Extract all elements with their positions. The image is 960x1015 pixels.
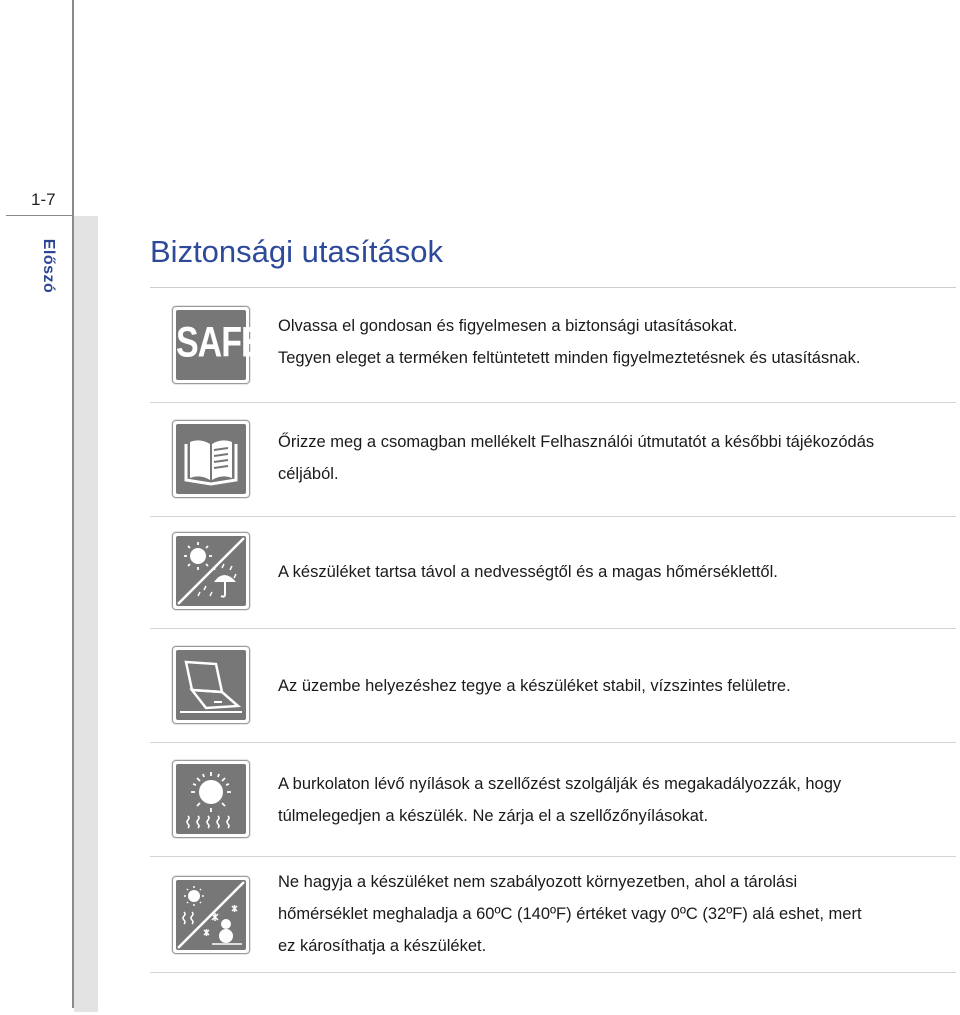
safe-icon: [172, 306, 263, 384]
safety-item-stable-surface: [150, 628, 956, 742]
page-number-rule: [6, 215, 74, 216]
section-tab-label: Előszó: [40, 238, 57, 294]
section-tab: [28, 226, 68, 306]
item-text-line: Az üzembe helyezéshez tegye a készüléket stabil, vízszintes felületre.: [278, 677, 791, 695]
item-text-line: hőmérséklet meghaladja a 60ºC (140ºF) értéket vagy 0ºC (32ºF) alá eshet, mert: [278, 905, 862, 923]
page-number: 1-7: [31, 190, 56, 209]
item-text-line: Őrizze meg a csomagban mellékelt Felhasználói útmutatót a későbbi tájékozódás: [278, 433, 875, 451]
item-text-line: ez károsíthatja a készüléket.: [278, 937, 487, 955]
laptop-flat-surface-icon: [172, 646, 250, 724]
sun-rain-umbrella-icon-graphic: [176, 536, 246, 606]
manual-book-icon-graphic: [176, 424, 246, 494]
item-text-line: A készüléket tartsa távol a nedvességtől és a magas hőmérséklettől.: [278, 563, 778, 581]
temperature-extremes-icon-graphic: [176, 880, 246, 950]
item-text-line: Ne hagyja a készüléket nem szabályozott környezetben, ahol a tárolási: [278, 873, 798, 891]
safety-item-storage-temperature: [150, 856, 956, 972]
sun-rain-umbrella-icon: [172, 532, 250, 610]
item-text-line: túlmelegedjen a készülék. Ne zárja el a szellőzőnyílásokat.: [278, 807, 709, 825]
title-divider: [150, 287, 956, 288]
laptop-flat-surface-icon-graphic: [176, 650, 246, 720]
item-text-line: céljából.: [278, 465, 339, 483]
safety-item-moisture-heat: [150, 516, 956, 628]
ventilation-heat-icon: [172, 760, 250, 838]
item-text-line: Olvassa el gondosan és figyelmesen a biztonsági utasításokat.: [278, 317, 738, 335]
safety-item-keep-manual: [150, 402, 956, 516]
ventilation-heat-icon-graphic: [176, 764, 246, 834]
safe-icon-label: SAFE: [176, 319, 263, 367]
item-text-line: A burkolaton lévő nyílások a szellőzést szolgálják és megakadályozzák, hogy: [278, 775, 842, 793]
page-title: Biztonsági utasítások: [150, 234, 443, 269]
item-divider: [150, 972, 956, 973]
side-band: [74, 216, 98, 1012]
item-text-line: Tegyen eleget a terméken feltüntetett minden figyelmeztetésnek és utasításnak.: [278, 349, 861, 367]
safety-item-ventilation: [150, 742, 956, 856]
manual-book-icon: [172, 420, 250, 498]
safety-item-read-instructions: [150, 290, 956, 402]
temperature-extremes-icon: [172, 876, 250, 954]
